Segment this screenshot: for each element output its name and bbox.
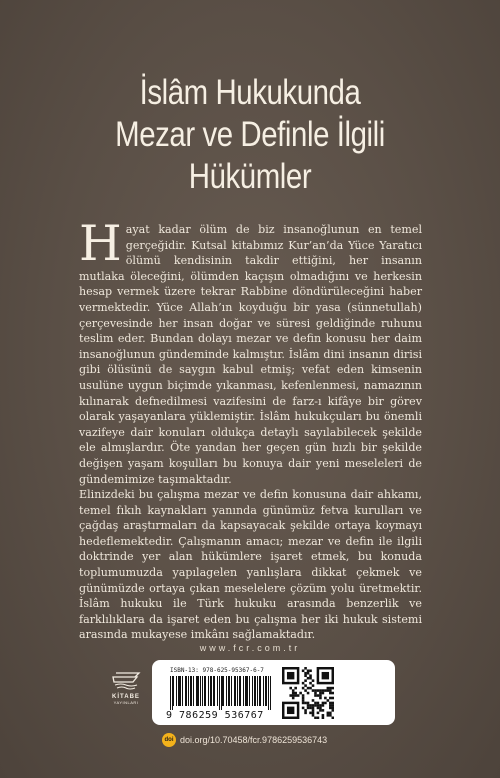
doi-badge-icon: doi — [162, 733, 176, 747]
doi-row — [162, 733, 327, 747]
qr-code-icon — [282, 667, 334, 719]
book-title — [0, 72, 500, 198]
paragraph-1-text: ayat kadar ölüm de biz insanoğlunun en temel gerçeğidir. Kutsal kitabımız Kur’an’da Yüce Yaratıcı ölümü kendisinin takdir ettiğini, her insanın mutlaka öleceğini, ölümden kaçışın olmadığını ve herkesin hesap vermek üzere tekrar Rabbine döndürüleceğini haber vermektedir. Yüce Allah’ın koyduğu bir yasa (sünnetullah) çerçevesinde her insan doğar ve süresi geldiğinde ruhunu teslim eder. Bundan dolayı mezar ve defin konusu her daim insanoğlunun gündeminde kalmıştır. İslâm dini insanın dirisi gibi ölüsünü de saygın kabul etmiş; vefat eden kimsenin usulüne uygun biçimde yıkanması, kefenlenmesi, namazının kılınarak defnedilmesi vazifesini de farz-ı kifâye bir görev olarak yaşayanlara yüklemiştir. İslâm hukukçuları bu önemli vazifeye dair konuları oldukça detaylı sayılabilecek şekilde ele almışlardır. Öte yandan her geçen gün hızlı bir şekilde değişen yaşam koşulları bu konuya dair yeni meseleleri de gündemimize taşımaktadır. — [79, 223, 422, 486]
back-cover-text — [79, 215, 422, 643]
barcode-panel — [152, 660, 395, 725]
title-line-3: Hükümler — [188, 157, 312, 196]
drop-cap: H — [79, 215, 122, 272]
title-line-1: İslâm Hukukunda — [139, 73, 361, 112]
doi-link[interactable]: doi.org/10.70458/fcr.9786259536743 — [180, 735, 328, 745]
ship-logo-icon — [111, 668, 141, 692]
barcode-icon — [168, 676, 272, 710]
website-url: www.fcr.com.tr — [199, 643, 301, 653]
paragraph-1 — [79, 215, 422, 487]
isbn-label: ISBN-13: 978-625-95367-6-7 — [170, 667, 264, 674]
barcode-digits: 9 786259 536767 — [166, 710, 264, 721]
title-line-2: Mezar ve Definle İlgili — [115, 115, 385, 154]
publisher-subtitle: YAYINLARI — [113, 700, 139, 705]
publisher-logo — [103, 668, 149, 718]
publisher-name: KİTABE — [112, 694, 140, 700]
paragraph-2: Elinizdeki bu çalışma mezar ve defin konusuna dair ahkamı, temel fıkıh kaynakları yanında günümüz fetva kurulları ve çağdaş araştırmaları da kapsayacak şekilde ortaya koymayı hedeflemektedir. Çalışmanın amacı; mezar ve defin ile ilgili doktrinde yer alan hükümlere işaret etmek, bu konuda toplumumuzda yapılagelen yanlışlara dikkat çekmek ve günümüzde ortaya çıkan meselelere çözüm yolu üretmektir. İslâm hukuku ile Türk hukuku arasında benzerlik ve farklılıklara da işaret eden bu çalışma her iki hukuk sistemi arasında mukayese imkânı sağlamaktadır. — [79, 488, 422, 642]
